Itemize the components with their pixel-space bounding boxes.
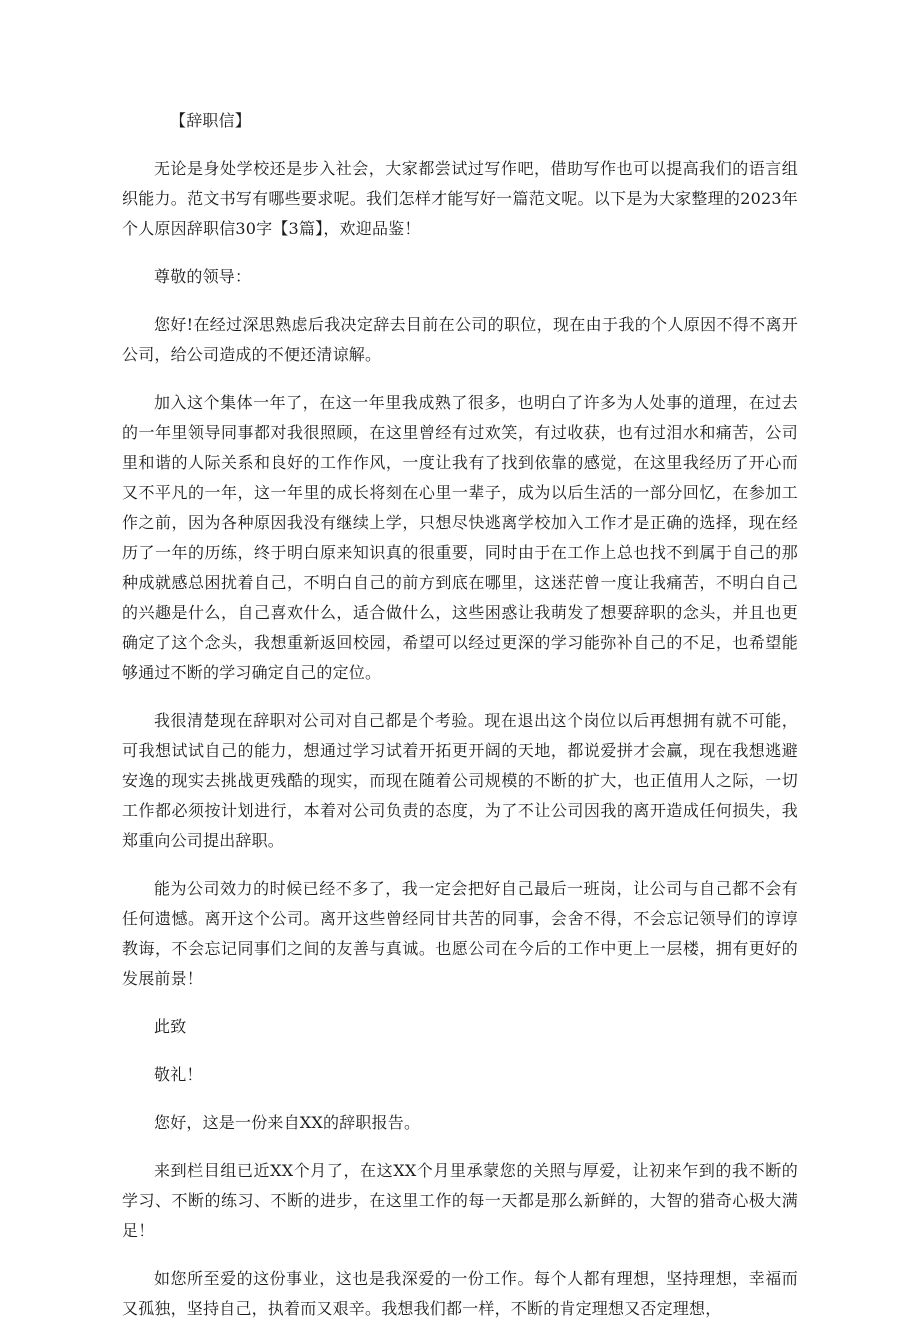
- body-paragraph: 加入这个集体一年了，在这一年里我成熟了很多，也明白了许多为人处事的道理，在过去的一年里领导同事都对我很照顾，在这里曾经有过欢笑，有过收获，也有过泪水和痛苦，公司里和谐的人际关系和良好的工作作风，一度让我有了找到依靠的感觉，在这里我经历了开心而又不平凡的一年，这一年里的成长将刻在心里一辈子，成为以后生活的一部分回忆，在参加工作之前，因为各种原因我没有继续上学，只想尽快逃离学校加入工作才是正确的选择，现在经历了一年的历练，终于明白原来知识真的很重要，同时由于在工作上总也找不到属于自己的那种成就感总困扰着自己，不明白自己的前方到底在哪里，这迷茫曾一度让我痛苦，不明白自己的兴趣是什么，自己喜欢什么，适合做什么，这些困惑让我萌发了想要辞职的念头，并且也更确定了这个念头，我想重新返回校园，希望可以经过更深的学习能弥补自己的不足，也希望能够通过不断的学习确定自己的定位。: [122, 393, 798, 682]
- body-paragraph: 能为公司效力的时候已经不多了，我一定会把好自己最后一班岗，让公司与自己都不会有任何遗憾。离开这个公司。离开这些曾经同甘共苦的同事，会舍不得，不会忘记领导们的谆谆教诲，不会忘记同事们之间的友善与真诚。也愿公司在今后的工作中更上一层楼，拥有更好的发展前景！: [122, 879, 798, 988]
- body-paragraph: 您好!在经过深思熟虑后我决定辞去目前在公司的职位，现在由于我的个人原因不得不离开公司，给公司造成的不便还清谅解。: [122, 315, 798, 364]
- document-title: 【辞职信】: [170, 111, 252, 130]
- salutation: 尊敬的领导：: [154, 267, 252, 286]
- closing-regards: 敬礼！: [154, 1065, 203, 1084]
- document-body: [122, 106, 798, 1324]
- body-paragraph: 如您所至爱的这份事业，这也是我深爱的一份工作。每个人都有理想，坚持理想，幸福而又孤独，坚持自己，执着而又艰辛。我想我们都一样，不断的肯定理想又否定理想，: [122, 1269, 798, 1318]
- body-paragraph: 我很清楚现在辞职对公司对自己都是个考验。现在退出这个岗位以后再想拥有就不可能，可我想试试自己的能力，想通过学习试着开拓更开阔的天地，都说爱拼才会赢，现在我想逃避安逸的现实去挑战更残酷的现实，而现在随着公司规模的不断的扩大，也正值用人之际，一切工作都必须按计划进行，本着对公司负责的态度，为了不让公司因我的离开造成任何损失，我郑重向公司提出辞职。: [122, 711, 798, 850]
- closing-line: 此致: [154, 1017, 187, 1036]
- body-paragraph: 您好，这是一份来自XX的辞职报告。: [154, 1113, 421, 1132]
- intro-paragraph: 无论是身处学校还是步入社会，大家都尝试过写作吧，借助写作也可以提高我们的语言组织能力。范文书写有哪些要求呢。我们怎样才能写好一篇范文呢。以下是为大家整理的2023年个人原因辞职信30字【3篇】，欢迎品鉴！: [122, 159, 798, 238]
- body-paragraph: 来到栏目组已近XX个月了，在这XX个月里承蒙您的关照与厚爱，让初来乍到的我不断的学习、不断的练习、不断的进步，在这里工作的每一天都是那么新鲜的，大智的猎奇心极大满足！: [122, 1161, 798, 1240]
